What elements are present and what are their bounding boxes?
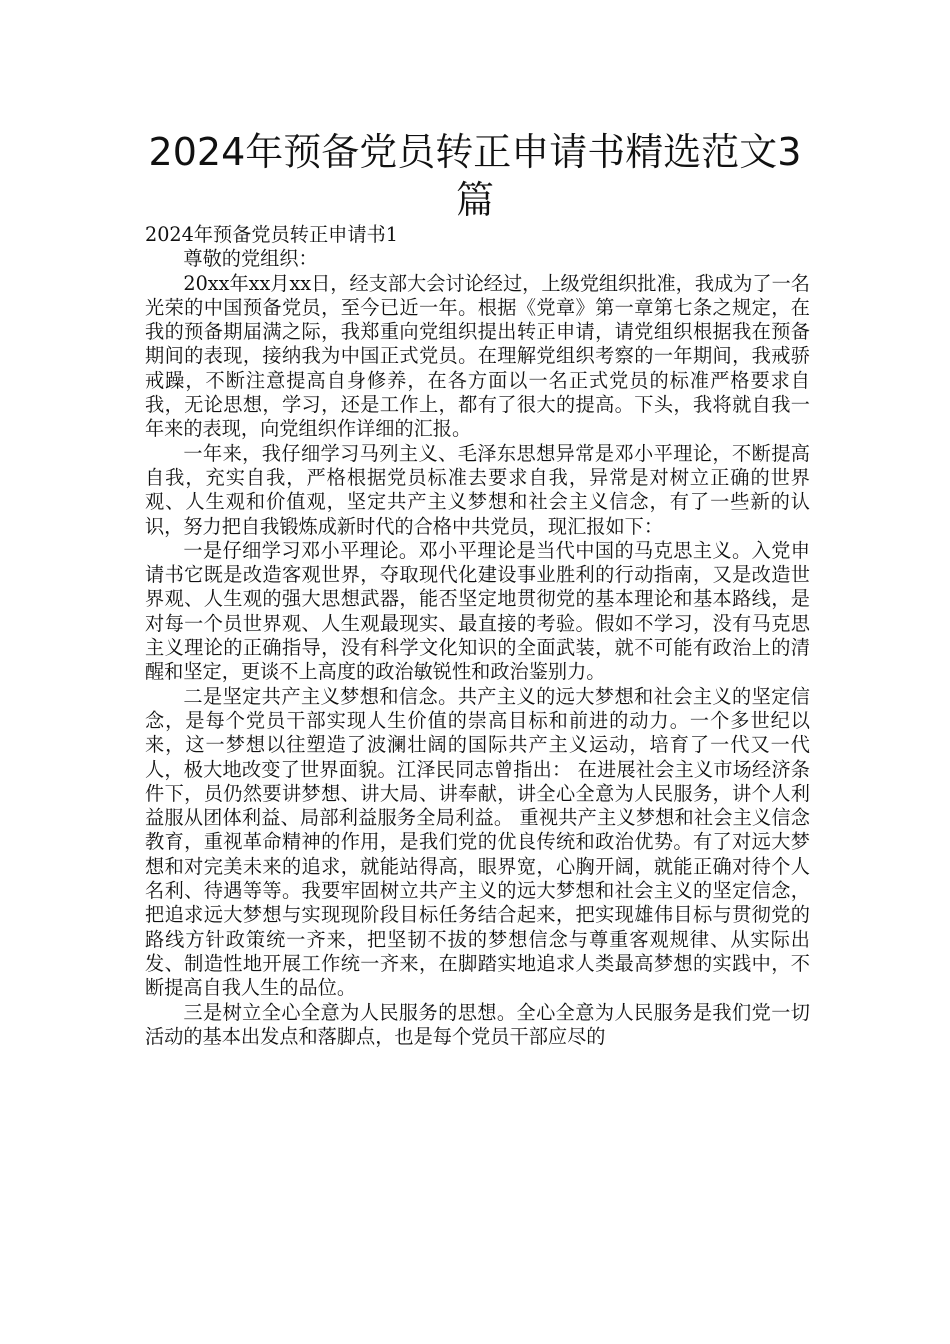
paragraph-point-three: 三是树立全心全意为人民服务的思想。全心全意为人民服务是我们党一切活动的基本出发点和落脚点，也是每个党员干部应尽的 <box>145 1000 810 1048</box>
paragraph-point-one: 一是仔细学习邓小平理论。邓小平理论是当代中国的马克思主义。入党申请书它既是改造客观世界，夺取现代化建设事业胜利的行动指南，又是改造世界观、人生观的强大思想武器，能否坚定地贯彻党的基本理论和基本路线，是对每一个员世界观、人生观最现实、最直接的考验。假如不学习，没有马克思主义理论的正确指导，没有科学文化知识的全面武装，就不可能有政治上的清醒和坚定，更谈不上高度的政治敏锐性和政治鉴别力。 <box>145 538 810 684</box>
document-title: 2024年预备党员转正申请书精选范文3篇 <box>148 130 802 222</box>
paragraph-opening: 20xx年xx月xx日，经支部大会讨论经过，上级党组织批准，我成为了一名光荣的中国预备党员，至今已近一年。根据《党章》第一章第七条之规定，在我的预备期届满之际，我郑重向党组织提出转正申请，请党组织根据我在预备期间的表现，接纳我为中国正式党员。在理解党组织考察的一年期间，我戒骄戒躁，不断注意提高自身修养，在各方面以一名正式党员的标准严格要求自我，无论思想，学习，还是工作上，都有了很大的提高。下头，我将就自我一年来的表现，向党组织作详细的汇报。 <box>145 271 810 441</box>
salutation: 尊敬的党组织： <box>183 247 318 271</box>
paragraph-point-two: 二是坚定共产主义梦想和信念。共产主义的远大梦想和社会主义的坚定信念，是每个党员干部实现人生价值的崇高目标和前进的动力。一个多世纪以来，这一梦想以往塑造了波澜壮阔的国际共产主义运动，培育了一代又一代人，极大地改变了世界面貌。江泽民同志曾指出： 在进展社会主义市场经济条件下，员仍然要讲梦想、讲大局、讲奉献，讲全心全意为人民服务，讲个人利益服从团体利益、局部利益服务全局利益。 重视共产主义梦想和社会主义信念教育，重视革命精神的作用，是我们党的优良传统和政治优势。有了对远大梦想和对完美未来的追求，就能站得高，眼界宽，心胸开阔，就能正确对待个人名利、待遇等等。我要牢固树立共产主义的远大梦想和社会主义的坚定信念，把追求远大梦想与实现现阶段目标任务结合起来，把实现雄伟目标与贯彻党的路线方针政策统一齐来，把坚韧不拔的梦想信念与尊重客观规律、从实际出发、制造性地开展工作统一齐来，在脚踏实地追求人类最高梦想的实践中，不断提高自我人生的品位。 <box>145 684 810 1000</box>
document-body <box>145 223 810 1049</box>
section-heading: 2024年预备党员转正申请书1 <box>145 223 398 246</box>
paragraph-summary: 一年来，我仔细学习马列主义、毛泽东思想异常是邓小平理论，不断提高自我，充实自我，严格根据党员标准去要求自我，异常是对树立正确的世界观、人生观和价值观，坚定共产主义梦想和社会主义信念，有了一些新的认识，努力把自我锻炼成新时代的合格中共党员，现汇报如下： <box>145 441 810 538</box>
